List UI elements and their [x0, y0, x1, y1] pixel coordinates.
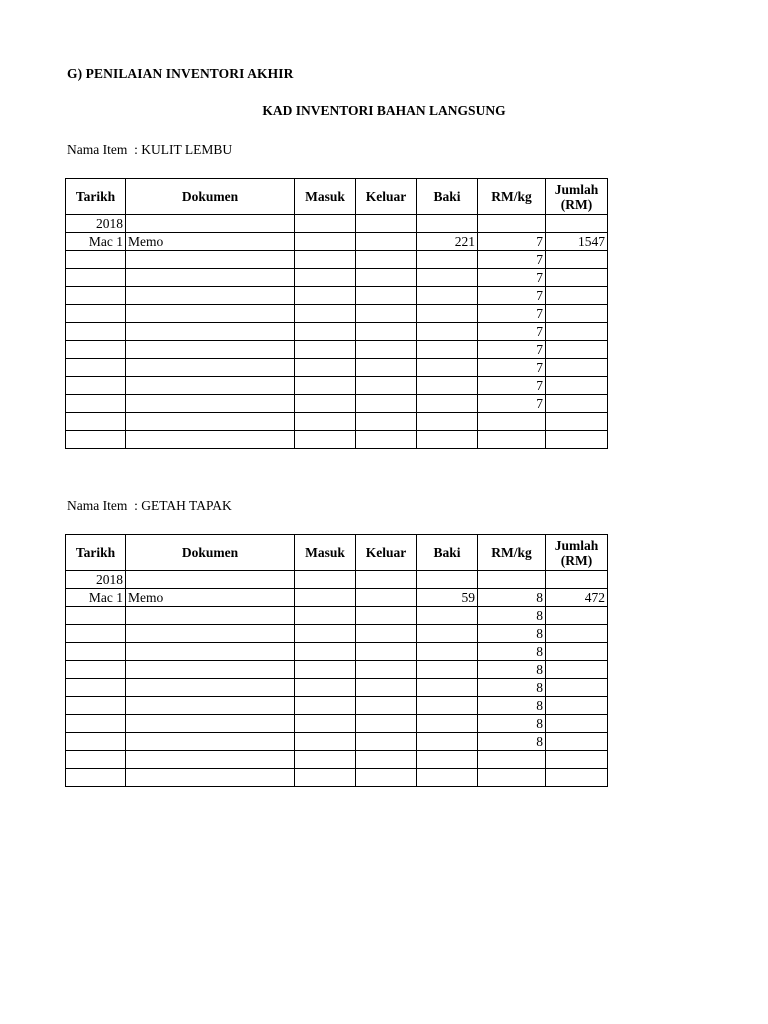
cell-dokumen [126, 359, 295, 377]
cell-baki [417, 215, 478, 233]
cell-jumlah [546, 269, 608, 287]
cell-tarikh [66, 305, 126, 323]
cell-masuk [295, 251, 356, 269]
table-row [66, 341, 608, 359]
cell-rm-kg: 8 [478, 589, 546, 607]
table-row [66, 431, 608, 449]
cell-tarikh [66, 377, 126, 395]
cell-dokumen [126, 251, 295, 269]
item-line-kulit-lembu [67, 142, 232, 158]
cell-rm-kg: 7 [478, 251, 546, 269]
cell-jumlah [546, 359, 608, 377]
table-row [66, 413, 608, 431]
cell-dokumen [126, 431, 295, 449]
col-header-tarikh: Tarikh [66, 535, 126, 571]
cell-baki [417, 661, 478, 679]
table-row [66, 733, 608, 751]
cell-keluar [356, 661, 417, 679]
cell-masuk [295, 715, 356, 733]
table-row [66, 679, 608, 697]
cell-baki [417, 571, 478, 589]
cell-baki [417, 251, 478, 269]
cell-rm-kg: 7 [478, 377, 546, 395]
table-row [66, 251, 608, 269]
cell-baki: 221 [417, 233, 478, 251]
cell-rm-kg [478, 571, 546, 589]
cell-tarikh [66, 643, 126, 661]
cell-jumlah [546, 323, 608, 341]
cell-keluar [356, 697, 417, 715]
cell-keluar [356, 571, 417, 589]
cell-jumlah: 1547 [546, 233, 608, 251]
table-row [66, 377, 608, 395]
cell-keluar [356, 215, 417, 233]
cell-jumlah [546, 625, 608, 643]
col-header-jumlah: Jumlah (RM) [546, 535, 608, 571]
item-line-getah-tapak [67, 498, 232, 514]
cell-keluar [356, 679, 417, 697]
cell-baki [417, 769, 478, 787]
cell-jumlah [546, 341, 608, 359]
cell-jumlah [546, 305, 608, 323]
item-separator: : [134, 498, 138, 513]
item-name: GETAH TAPAK [141, 498, 232, 513]
cell-tarikh [66, 323, 126, 341]
cell-tarikh [66, 751, 126, 769]
cell-tarikh [66, 431, 126, 449]
cell-baki [417, 625, 478, 643]
cell-masuk [295, 233, 356, 251]
cell-dokumen: Memo [126, 589, 295, 607]
col-header-rm-kg: RM/kg [478, 535, 546, 571]
cell-keluar [356, 305, 417, 323]
cell-dokumen [126, 413, 295, 431]
cell-baki [417, 715, 478, 733]
cell-keluar [356, 395, 417, 413]
cell-keluar [356, 251, 417, 269]
cell-rm-kg: 7 [478, 287, 546, 305]
cell-baki [417, 413, 478, 431]
cell-baki: 59 [417, 589, 478, 607]
cell-masuk [295, 269, 356, 287]
cell-masuk [295, 287, 356, 305]
item-separator: : [134, 142, 138, 157]
table-row [66, 269, 608, 287]
table-row [66, 215, 608, 233]
cell-keluar [356, 323, 417, 341]
cell-tarikh: Mac 1 [66, 589, 126, 607]
cell-masuk [295, 661, 356, 679]
cell-rm-kg: 7 [478, 233, 546, 251]
cell-keluar [356, 589, 417, 607]
cell-keluar [356, 413, 417, 431]
cell-tarikh [66, 679, 126, 697]
card-title: KAD INVENTORI BAHAN LANGSUNG [262, 103, 506, 118]
cell-baki [417, 751, 478, 769]
cell-masuk [295, 607, 356, 625]
cell-dokumen [126, 751, 295, 769]
cell-masuk [295, 215, 356, 233]
cell-dokumen [126, 341, 295, 359]
table-row [66, 625, 608, 643]
cell-baki [417, 287, 478, 305]
cell-tarikh [66, 395, 126, 413]
cell-tarikh [66, 359, 126, 377]
cell-tarikh [66, 769, 126, 787]
inventory-table-getah-tapak [65, 534, 608, 787]
cell-masuk [295, 431, 356, 449]
cell-jumlah [546, 251, 608, 269]
col-header-keluar: Keluar [356, 535, 417, 571]
table-row [66, 715, 608, 733]
cell-jumlah [546, 715, 608, 733]
table-row [66, 287, 608, 305]
cell-rm-kg: 7 [478, 395, 546, 413]
cell-masuk [295, 359, 356, 377]
cell-keluar [356, 607, 417, 625]
cell-jumlah [546, 377, 608, 395]
cell-rm-kg: 7 [478, 305, 546, 323]
cell-rm-kg: 8 [478, 715, 546, 733]
cell-dokumen [126, 643, 295, 661]
cell-masuk [295, 413, 356, 431]
cell-baki [417, 643, 478, 661]
cell-tarikh [66, 287, 126, 305]
cell-keluar [356, 643, 417, 661]
cell-dokumen [126, 769, 295, 787]
cell-dokumen [126, 625, 295, 643]
cell-keluar [356, 769, 417, 787]
cell-jumlah [546, 751, 608, 769]
cell-tarikh [66, 607, 126, 625]
col-header-jumlah: Jumlah (RM) [546, 179, 608, 215]
cell-tarikh [66, 715, 126, 733]
cell-masuk [295, 395, 356, 413]
cell-tarikh [66, 733, 126, 751]
table-row [66, 643, 608, 661]
table-row [66, 359, 608, 377]
cell-jumlah [546, 607, 608, 625]
table-row [66, 589, 608, 607]
cell-keluar [356, 341, 417, 359]
table-row [66, 607, 608, 625]
cell-keluar [356, 233, 417, 251]
cell-masuk [295, 323, 356, 341]
cell-tarikh [66, 661, 126, 679]
table-row [66, 661, 608, 679]
cell-jumlah [546, 413, 608, 431]
cell-masuk [295, 625, 356, 643]
cell-dokumen [126, 607, 295, 625]
cell-jumlah [546, 661, 608, 679]
table-row [66, 751, 608, 769]
col-header-masuk: Masuk [295, 535, 356, 571]
cell-baki [417, 269, 478, 287]
table-row [66, 769, 608, 787]
item-label: Nama Item [67, 498, 128, 513]
col-header-dokumen: Dokumen [126, 179, 295, 215]
cell-jumlah [546, 431, 608, 449]
cell-tarikh [66, 413, 126, 431]
cell-masuk [295, 769, 356, 787]
cell-masuk [295, 589, 356, 607]
cell-jumlah [546, 769, 608, 787]
col-header-baki: Baki [417, 179, 478, 215]
cell-baki [417, 607, 478, 625]
cell-masuk [295, 733, 356, 751]
cell-rm-kg [478, 215, 546, 233]
cell-rm-kg: 8 [478, 679, 546, 697]
cell-rm-kg: 7 [478, 323, 546, 341]
cell-baki [417, 733, 478, 751]
cell-jumlah [546, 643, 608, 661]
cell-rm-kg [478, 413, 546, 431]
cell-keluar [356, 715, 417, 733]
cell-dokumen [126, 215, 295, 233]
cell-masuk [295, 679, 356, 697]
cell-masuk [295, 751, 356, 769]
col-header-tarikh: Tarikh [66, 179, 126, 215]
cell-masuk [295, 341, 356, 359]
cell-rm-kg: 8 [478, 607, 546, 625]
cell-jumlah [546, 395, 608, 413]
cell-keluar [356, 269, 417, 287]
cell-tarikh: 2018 [66, 571, 126, 589]
table-row [66, 305, 608, 323]
cell-rm-kg: 7 [478, 269, 546, 287]
cell-rm-kg: 7 [478, 341, 546, 359]
col-header-rm-kg: RM/kg [478, 179, 546, 215]
cell-dokumen [126, 661, 295, 679]
cell-dokumen [126, 269, 295, 287]
item-name: KULIT LEMBU [141, 142, 233, 157]
cell-baki [417, 377, 478, 395]
cell-baki [417, 359, 478, 377]
table-row [66, 323, 608, 341]
cell-masuk [295, 377, 356, 395]
cell-tarikh: Mac 1 [66, 233, 126, 251]
cell-keluar [356, 359, 417, 377]
table-row [66, 697, 608, 715]
cell-jumlah [546, 697, 608, 715]
cell-masuk [295, 643, 356, 661]
section-title: G) PENILAIAN INVENTORI AKHIR [67, 66, 294, 81]
cell-jumlah [546, 733, 608, 751]
cell-keluar [356, 287, 417, 305]
cell-keluar [356, 733, 417, 751]
cell-rm-kg: 8 [478, 697, 546, 715]
cell-jumlah [546, 287, 608, 305]
cell-dokumen [126, 571, 295, 589]
cell-baki [417, 323, 478, 341]
cell-dokumen [126, 395, 295, 413]
table-row [66, 233, 608, 251]
cell-masuk [295, 697, 356, 715]
cell-tarikh [66, 341, 126, 359]
cell-jumlah [546, 679, 608, 697]
cell-rm-kg [478, 769, 546, 787]
cell-masuk [295, 571, 356, 589]
cell-tarikh: 2018 [66, 215, 126, 233]
cell-tarikh [66, 625, 126, 643]
cell-tarikh [66, 269, 126, 287]
table-row [66, 395, 608, 413]
col-header-masuk: Masuk [295, 179, 356, 215]
cell-rm-kg: 8 [478, 733, 546, 751]
cell-keluar [356, 625, 417, 643]
cell-rm-kg [478, 431, 546, 449]
cell-dokumen [126, 305, 295, 323]
cell-dokumen [126, 377, 295, 395]
cell-dokumen [126, 679, 295, 697]
cell-jumlah [546, 571, 608, 589]
cell-jumlah [546, 215, 608, 233]
cell-keluar [356, 377, 417, 395]
col-header-keluar: Keluar [356, 179, 417, 215]
item-label: Nama Item [67, 142, 128, 157]
cell-dokumen [126, 733, 295, 751]
cell-dokumen [126, 287, 295, 305]
cell-baki [417, 305, 478, 323]
cell-rm-kg: 8 [478, 643, 546, 661]
cell-dokumen [126, 697, 295, 715]
cell-rm-kg: 8 [478, 661, 546, 679]
table-row [66, 571, 608, 589]
cell-rm-kg: 7 [478, 359, 546, 377]
cell-rm-kg: 8 [478, 625, 546, 643]
cell-baki [417, 679, 478, 697]
cell-tarikh [66, 697, 126, 715]
col-header-baki: Baki [417, 535, 478, 571]
table-header-row [66, 535, 608, 571]
cell-keluar [356, 431, 417, 449]
col-header-dokumen: Dokumen [126, 535, 295, 571]
cell-keluar [356, 751, 417, 769]
cell-masuk [295, 305, 356, 323]
cell-jumlah: 472 [546, 589, 608, 607]
table-header-row [66, 179, 608, 215]
cell-baki [417, 395, 478, 413]
cell-baki [417, 697, 478, 715]
cell-dokumen [126, 715, 295, 733]
inventory-table-kulit-lembu [65, 178, 608, 449]
cell-baki [417, 341, 478, 359]
cell-rm-kg [478, 751, 546, 769]
cell-dokumen [126, 323, 295, 341]
cell-dokumen: Memo [126, 233, 295, 251]
cell-tarikh [66, 251, 126, 269]
cell-baki [417, 431, 478, 449]
